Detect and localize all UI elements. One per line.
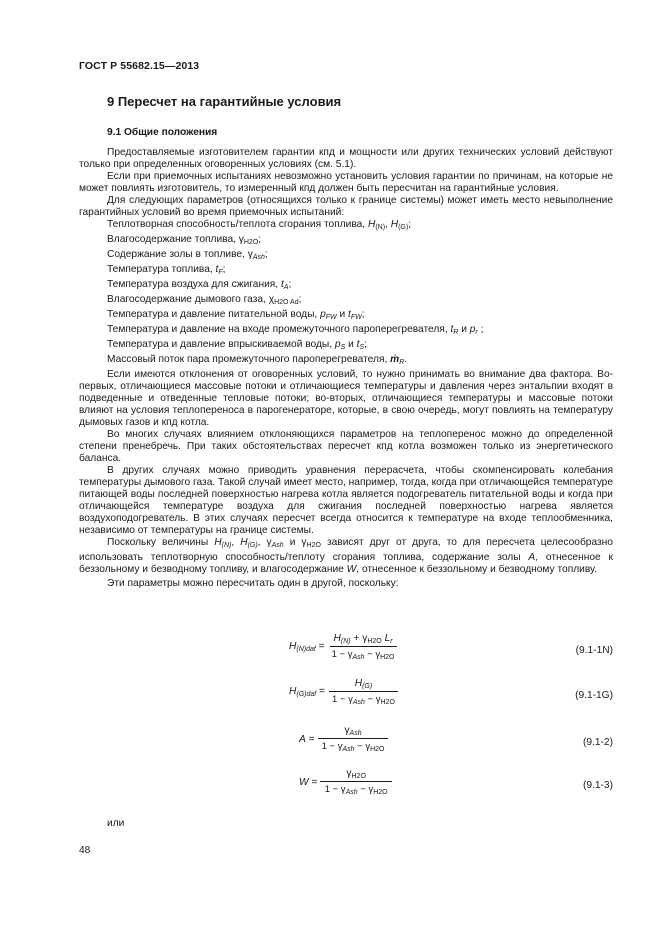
formula-denominator: $1 - \gamma_{Ash} - \gamma_{H2O}$ xyxy=(331,694,395,706)
list-item: Содержание золы в топливе, $\gamma_{Ash}$; xyxy=(107,249,268,261)
paragraph-guarantee-conditions: Предоставляемые изготовителем гарантии кпд и мощности или других технических условий действуют только при определенных оговоренных условиях (см. 5.1). xyxy=(79,147,613,170)
formula-fraction xyxy=(320,768,392,796)
equation-number: (9.1-1N) xyxy=(575,645,613,656)
formula-denominator: $1 - \gamma_{Ash} - \gamma_{H2O}$ xyxy=(324,784,388,796)
list-item: Температура и давление впрыскиваемой воды, $p_S$ и $t_S$; xyxy=(107,339,367,351)
formula-9-1-1g xyxy=(79,678,613,714)
formula-9-1-1n xyxy=(79,633,613,669)
formula-fraction xyxy=(328,633,399,661)
page-number: 48 xyxy=(79,845,91,856)
formula-fraction xyxy=(318,725,389,753)
formula-denominator: $1 - \gamma_{Ash} - \gamma_{H2O}$ xyxy=(321,741,385,753)
section-title: 9 Пересчет на гарантийные условия xyxy=(107,94,342,109)
formula-lhs: $H_{(N)daf}$ = xyxy=(289,641,325,653)
formula-numerator: $\gamma_{Ash}$ xyxy=(318,725,387,739)
list-item: Влагосодержание топлива, $\gamma_{H2O}$; xyxy=(107,234,262,246)
list-item: Влагосодержание дымового газа, $\chi_{H2O Ad}$; xyxy=(107,294,302,306)
list-item: Теплотворная способность/теплота сгорания топлива, $H_{(N)}$, $H_{(G)}$; xyxy=(107,219,412,231)
formula-numerator: $H_{(G)}$ xyxy=(329,678,398,692)
paragraph-formulas-intro: Эти параметры можно пересчитать один в другой, поскольку: xyxy=(107,578,399,589)
paragraph-interdependence: Поскольку величины $H_{(N)}$, $H_{(G)}$, $\gamma_{Ash}$ и $\gamma_{H2O}$ зависят друг от друга, то для пересчета целесообразно использовать теплотворную способность/теплоту сгорания топлива, содержание золы A, отнесенное к беззольному и безводному топливу, и влагосодержание W, отнесенное к беззольному и безводному топливу. xyxy=(79,537,613,575)
list-item: Температура топлива, $t_F$; xyxy=(107,264,226,276)
formula-9-1-2 xyxy=(79,725,613,761)
formula-lhs: W = xyxy=(299,776,318,788)
body-text xyxy=(79,147,613,590)
paragraph-recalculation-need: Если при приемочных испытаниях невозможно установить условия гарантии по причинам, на которые не может повлиять изготовитель, то измеренный кпд должен быть пересчитан на гарантийные условия. xyxy=(79,171,613,194)
formula-numerator: $H_{(N)} + \gamma_{H2O}$ $L_r$ xyxy=(330,633,397,647)
list-item: Температура и давление на входе промежуточного пароперегревателя, $t_R$ и $p_r$ ; xyxy=(107,324,484,336)
list-item: Температура воздуха для сжигания, $t_A$; xyxy=(107,279,292,291)
standard-designation: ГОСТ Р 55682.15—2013 xyxy=(79,60,200,72)
list-item: Массовый поток пара промежуточного пароперегревателя, ṁ$_R$. xyxy=(107,354,408,366)
conjunction-or: или xyxy=(107,818,125,829)
formula-9-1-3 xyxy=(79,768,613,804)
parameter-list xyxy=(79,219,613,369)
paragraph-two-factors: Если имеются отклонения от оговоренных условий, то нужно принимать во внимание два фактора. Во-первых, отличающиеся массовые потоки и отличающиеся температуры и давления через энтальпии входят в подведенные и отведенные тепловые потоки; во-вторых, отличающиеся температуры и массовые потоки влияют на условия теплопереноса в парогенераторе, которые, в свою очередь, могут повлиять на температуру дымовых газов и кпд котла. xyxy=(79,369,613,428)
formula-lhs: A = xyxy=(299,733,315,745)
formula-denominator: $1 - \gamma_{Ash} - \gamma_{H2O}$ xyxy=(331,649,395,661)
formula-lhs: $H_{(G)daf}$ = xyxy=(289,686,325,698)
formula-fraction xyxy=(328,678,399,706)
equation-number: (9.1-1G) xyxy=(575,690,613,701)
formula-numerator: $\gamma_{H2O}$ xyxy=(320,768,392,782)
paragraph-recalc-equations: В других случаях можно приводить уравнения перерасчета, чтобы скомпенсировать колебания температуры дымового газа. Такой случай имеет место, например, тогда, когда при отличающейся температуре питающей воды последней поверхностью нагрева котла является подогреватель питательной воды и когда при отличающейся температуре воздуха для сжигания последней поверхностью нагрева является воздухоподогреватель. В этих случаях пересчет всегда относится к температуре на входе теплообменника, независимо от температуры на границе системы. xyxy=(79,465,614,536)
paragraph-energy-balance: Во многих случаях влиянием отклоняющихся параметров на теплоперенос можно до определенной степени пренебречь. При таких обстоятельствах пересчет кпд котла возможен только из энергетического баланса. xyxy=(79,429,613,464)
paragraph-parameters-intro: Для следующих параметров (относящихся только к границе системы) может иметь место невыполнение гарантийных условий во время приемочных испытаний: xyxy=(79,195,613,218)
equation-number: (9.1-2) xyxy=(582,737,613,748)
list-item: Температура и давление питательной воды, $p_{FW}$ и $t_{FW}$; xyxy=(107,309,365,321)
subsection-title: 9.1 Общие положения xyxy=(107,127,218,138)
equation-number: (9.1-3) xyxy=(582,780,613,791)
